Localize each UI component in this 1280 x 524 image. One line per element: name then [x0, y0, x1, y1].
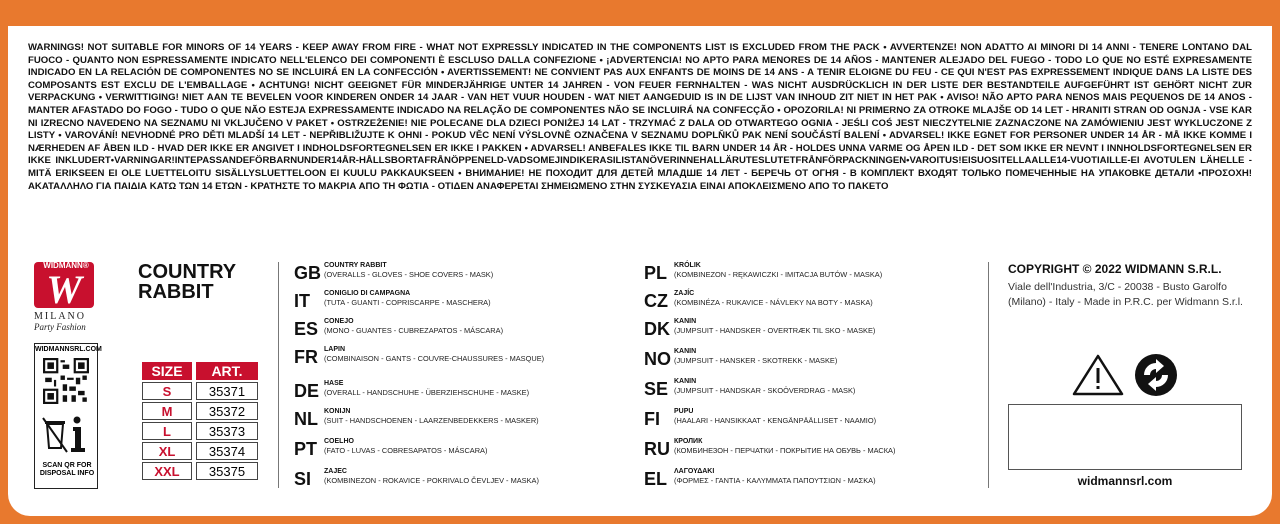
- qr-disposal-box: [34, 343, 102, 489]
- product-title: COUNTRY RABBIT: [138, 261, 237, 303]
- widmann-logo: W WIDMANN® MILANO Party Fashion: [34, 262, 98, 332]
- table-row: M 35372: [142, 402, 258, 420]
- size-header: SIZE: [142, 362, 192, 380]
- copyright-block: [1008, 262, 1248, 310]
- disposal-info-icon: [41, 414, 91, 456]
- table-row: L 35373: [142, 422, 258, 440]
- divider: [988, 262, 989, 488]
- table-row: XXL 35375: [142, 462, 258, 480]
- logo-brand: WIDMANN®: [43, 261, 89, 270]
- green-dot-recycling-icon: [1135, 354, 1177, 396]
- safety-symbols: [1070, 352, 1210, 398]
- size-table: [138, 360, 262, 482]
- table-row: S 35371: [142, 382, 258, 400]
- table-row: XL 35374: [142, 442, 258, 460]
- divider: [278, 262, 279, 488]
- website-label: widmannsrl.com: [1077, 474, 1173, 488]
- product-label: WARNINGS! NOT SUITABLE FOR MINORS OF 14 YEARS - KEEP AWAY FROM FIRE - WHAT NOT EXPRESSLY INDICATED IN THE COMPONENTS LIST IS EXCLUDED FROM THE PACK • AVVERTENZE! NON ADATTO AI MINORI DI 14 ANNI - TENERE LONTANO DAL FUOCO - QUANTO NON ESPRESSAMENTE INDICATO NELL'ELENCO DEI COMPONENTI È ESCLUSO DALLA CONFEZIONE • ¡ADVERTENCIA! NO APTO PARA MENORES DE 14 AÑOS - MANTENER ALEJADO DEL FUEGO - TODO LO QUE NO ESTÉ EXPRESAMENTE INDICADO EN LA RELACIÓN DE COMPONENTES NO SE INCLUIRÁ EN LA CONFECCIÓN • AVERTISSEMENT! NE CONVIENT PAS AUX ENFANTS DE MOINS DE 14 ANS - A TENIR ELOIGNE DU FEU - CE QUI N'EST PAS EXPRESSEMENT INDIQUE DANS LA LISTE DES COMPOSANTS EST EXCLU DE L'EMBALLAGE • ACHTUNG! NICHT GEEIGNET FÜR MINDERJÄHRIGE UNTER 14 JAHREN - VON FEUER FERNHALTEN - WAS NICHT AUSDRÜCKLICH IN DER LISTE DER BESTANDTEILE AUFGEFÜHRT IST GEHÖRT NICHT ZUR VERPACKUNG • VERWITTIGING! NIET AAN TE BEVELEN VOOR KINDEREN ONDER 14 JAAR - VAN HET VUUR HOUDEN - WAT NIET AANGEDUID IS IN DE LIJST VAN INHOUD ZIT NIET IN HET PAK • AVISO! NÃO APTO PARA NENOS MAIS PEQUENOS DE 14 ANOS - MANTER AFASTADO DO FOGO - TUDO O QUE NÃO ESTEJA EXPRESSAMENTE INDICADO NA RELAÇÃO DE COMPONENTES NÃO SE INCLUIRÁ NA CONFECÇÃO • OPOZORILA! NI PRIMERNO ZA OTROKE MLAJŠE OD 14 LET - HRANITI STRAN OD OGNJA - VSE KAR NI IZRECNO NAVEDENO NA SEZNAMU NI VKLJUČENO V PAKET • OSTRZEŻENIE! NIE POLECANE DLA DZIECI PONIŻEJ 14 LAT - TRZYMAĆ Z DALA OD OTWARTEGO OGNIA - JEŚLI COŚ JEST NIECZYTELNIE ZAZNACZONE NA ZAMÓWIENIU JEST WYKLUCZONE Z LISTY • VAROVÁNÍ! NEVHODNÉ PRO DĚTI MLADŠÍ 14 LET - NEPŘIBLIŽUJTE K OHNI - POKUD VĚC NENÍ VÝSLOVNĚ OZNAČENA V SEZNAMU DOPLŇKŮ PAK NENÍ SOUČÁSTÍ BALENÍ • ADVARSEL! IKKE EGNET FOR PERSONER UNDER 14 ÅR - MÅ IKKE KOMME I NÆRHEDEN AF ÅBEN ILD - HVAD DER IKKE ER ANGIVET I INDHOLDSFORTEGNELSEN ER IKKE I PAKKEN • ADVARSEL! ANBEFALES IKKE TIL BARN UNDER 14 ÅR - HOLDES UNNA VARME OG ÅPEN ILD - DET SOM IKKE ER NEVNT I INNHOLDSFORTEGNELSEN ER IKKE INKLUDERT•VARNINGAR!INTEPASSANDEFÖRBARNUNDER14ÅR-HÅLLSBORTAFRÅNÖPPENELD-VADSOMEJINDIKERASILISTANÖVERINNEHALLÄRUTESLUTETFRÅNFÖRPACKNINGEN•VAROITUS!EISUOSITELLAALLE14-VUOTIAILLE-EI AVOTULEN LÄHELLE - MITÄ ERIKSEEN EI OLE LUETTELOITU SISÄLLYSLUETTELOON EI KUULU PAKKAUKSEEN • ВНИМАНИЕ! НЕ ПОХОДИТ ДЛЯ ДЕТЕЙ МЛАДШЕ 14 ЛЕТ - БЕРЕЧЬ ОТ ОГНЯ - В КОМПЛЕКТ ВХОДЯТ ТОЛЬКО ПОМЕЧЕННЫЕ НА УПАКОВКЕ ДЕТАЛИ •ΠΡΟΣΟΧΗ! ΑΚΑΤΑΛΛΗΛΟ ΓΙΑ ΠΑΙΔΙΑ ΚΑΤΩ ΤΩΝ 14 ΕΤΩΝ - ΚΡΑΤΗΣΤΕ ΤΟ ΜΑΚΡΙΑ ΑΠΟ ΤΗ ΦΩΤΙΑ - ΟΤΙΔΕΝ ΑΝΑΦΕΡΕΤΑΙ ΣΗΜΕΙΩΜΕΝΟ ΣΤΗΝ ΣΥΣΚΕΥΑΣΙΑ ΕΙΝΑΙ ΑΠΟΚΛΕΙΣΜΕΝΟ ΑΠΟ ΤΟ ΠΑΚΕΤΟ W WIDMANN® MILANO Party Fashion WIDMANNSRL.COM SCAN QR FOR DISPOSAL INFO COUNTRY RABBIT SIZE ART. S 35371 M 35372 L 35373 XL 35374 XXL 35375 GB COUNTRY RABBIT (OVERALLS - GLOVES - SHOE COVERS - MASK) IT CONIGLIO DI CAMPAGNA (TUTA - GUANTI - COPRISCARPE - MASCHERA) ES CONEJO (MONO - GUANTES - CUBREZAPATOS - MÁSCARA) FR LAPIN (COMBINAISON - GANTS - COUVRE-CHAUSSURES - MASQUE) DE HASE (OVERALL - HANDSCHUHE - ÜBERZIEHSCHUHE - MASKE) NL KONIJN (SUIT - HANDSCHOENEN - LAARZENBEDEKKERS - MASKER) PT COELHO (FATO - LUVAS - COBRESAPATOS - MÁSCARA) SI ZAJEC (KOMBINEZON - ROKAVICE - POKRIVALO ČEVLJEV - MASKA) PL KRÓLIK (KOMBINEZON - RĘKAWICZKI - IMITACJA BUTÓW - MASKA) CZ ZAJÍC (KOMBINÉZA - RUKAVICE - NÁVLEKY NA BOTY - MASKA) DK KANIN (JUMPSUIT - HANDSKER - OVERTRÆK TIL SKO - MASKE) NO KANIN (JUMPSUIT - HANSKER - SKOTREKK - MASKE) SE KANIN (JUMPSUIT - HANDSKAR - SKOÖVERDRAG - MASK) FI PUPU (HAALARI - HANSIKKAAT - KENGÄNPÄÄLLISET - NAAMIO) RU КРОЛИК (КОМБИНЕЗОН - ПЕРЧАТКИ - ПОКРЫТИЕ НА ОБУВЬ - МАСКА) EL ΛΑΓΟΥΔΑΚΙ (ΦΟΡΜΕΣ - ΓΑΝΤΙΑ - ΚΑΛΥΜΜΑΤΑ ΠΑΠΟΥΤΣΙΩΝ - ΜΑΣΚΑ) COPYRIGHT © 2022 WIDMANN S.R.L. Viale dell'Industria, 3/C - 20038 - Busto Garolfo (Milano) - Italy - Made in P.R.C. per Widmann S.r.l. widmannsrl.com: [0, 0, 1280, 524]
- address-line: Viale dell'Industria, 3/C - 20038 - Busto Garolfo: [1008, 281, 1227, 293]
- warning-triangle-icon: [1074, 356, 1122, 394]
- qr-code-icon: [43, 358, 89, 404]
- scan-qr-label: SCAN QR FOR DISPOSAL INFO: [39, 462, 95, 477]
- art-header: ART.: [196, 362, 258, 380]
- address-line: (Milano) - Italy - Made in P.R.C. per Widmann S.r.l.: [1008, 296, 1243, 308]
- logo-city: MILANO: [34, 311, 86, 322]
- blank-info-box: [1008, 404, 1242, 470]
- qr-site-label: WIDMANNSRL.COM: [35, 346, 102, 353]
- logo-tagline: Party Fashion: [34, 322, 86, 332]
- copyright-heading: COPYRIGHT © 2022 WIDMANN S.R.L.: [1008, 262, 1222, 276]
- warnings-text: WARNINGS! NOT SUITABLE FOR MINORS OF 14 YEARS - KEEP AWAY FROM FIRE - WHAT NOT EXPRESSLY INDICATED IN THE COMPONENTS LIST IS EXCLUDED FROM THE PACK • AVVERTENZE! NON ADATTO AI MINORI DI 14 ANNI - TENERE LONTANO DAL FUOCO - QUANTO NON ESPRESSAMENTE INDICATO NELL'ELENCO DEI COMPONENTI È ESCLUSO DALLA CONFEZIONE • ¡ADVERTENCIA! NO APTO PARA MENORES DE 14 AÑOS - MANTENER ALEJADO DEL FUEGO - TODO LO QUE NO ESTÉ EXPRESAMENTE INDICADO EN LA RELACIÓN DE COMPONENTES NO SE INCLUIRÁ EN LA CONFECCIÓN • AVERTISSEMENT! NE CONVIENT PAS AUX ENFANTS DE MOINS DE 14 ANS - A TENIR ELOIGNE DU FEU - CE QUI N'EST PAS EXPRESSEMENT INDIQUE DANS LA LISTE DES COMPOSANTS EST EXCLU DE L'EMBALLAGE • ACHTUNG! NICHT GEEIGNET FÜR MINDERJÄHRIGE UNTER 14 JAHREN - VON FEUER FERNHALTEN - WAS NICHT AUSDRÜCKLICH IN DER LISTE DER BESTANDTEILE AUFGEFÜHRT IST GEHÖRT NICHT ZUR VERPACKUNG • VERWITTIGING! NIET AAN TE BEVELEN VOOR KINDEREN ONDER 14 JAAR - VAN HET VUUR HOUDEN - WAT NIET AANGEDUID IS IN DE LIJST VAN INHOUD ZIT NIET IN HET PAK • AVISO! NÃO APTO PARA NENOS MAIS PEQUENOS DE 14 ANOS - MANTER AFASTADO DO FOGO - TUDO O QUE NÃO ESTEJA EXPRESSAMENTE INDICADO NA RELAÇÃO DE COMPONENTES NÃO SE INCLUIRÁ NA CONFECÇÃO • OPOZORILA! NI PRIMERNO ZA OTROKE MLAJŠE OD 14 LET - HRANITI STRAN OD OGNJA - VSE KAR NI IZRECNO NAVEDENO NA SEZNAMU NI VKLJUČENO V PAKET • OSTRZEŻENIE! NIE POLECANE DLA DZIECI PONIŻEJ 14 LAT - TRZYMAĆ Z DALA OD OTWARTEGO OGNIA - JEŚLI COŚ JEST NIECZYTELNIE ZAZNACZONE NA ZAMÓWIENIU JEST WYKLUCZONE Z LISTY • VAROVÁNÍ! NEVHODNÉ PRO DĚTI MLADŠÍ 14 LET - NEPŘIBLIŽUJTE K OHNI - POKUD VĚC NENÍ VÝSLOVNĚ OZNAČENA V SEZNAMU DOPLŇKŮ PAK NENÍ SOUČÁSTÍ BALENÍ • ADVARSEL! IKKE EGNET FOR PERSONER UNDER 14 ÅR - MÅ IKKE KOMME I NÆRHEDEN AF ÅBEN ILD - HVAD DER IKKE ER ANGIVET I INDHOLDSFORTEGNELSEN ER IKKE I PAKKEN • ADVARSEL! ANBEFALES IKKE TIL BARN UNDER 14 ÅR - HOLDES UNNA VARME OG ÅPEN ILD - DET SOM IKKE ER NEVNT I INNHOLDSFORTEGNELSEN ER IKKE INKLUDERT•VARNINGAR!INTEPASSANDEFÖRBARNUNDER14ÅR-HÅLLSBORTAFRÅNÖPPENELD-VADSOMEJINDIKERASILISTANÖVERINNEHALLÄRUTESLUTETFRÅNFÖRPACKNINGEN•VAROITUS!EISUOSITELLAALLE14-VUOTIAILLE-EI AVOTULEN LÄHELLE - MITÄ ERIKSEEN EI OLE LUETTELOITU SISÄLLYSLUETTELOON EI KUULU PAKKAUKSEEN • ВНИМАНИЕ! НЕ ПОХОДИТ ДЛЯ ДЕТЕЙ МЛАДШЕ 14 ЛЕТ - БЕРЕЧЬ ОТ ОГНЯ - В КОМПЛЕКТ ВХОДЯТ ТОЛЬКО ПОМЕЧЕННЫЕ НА УПАКОВКЕ ДЕТАЛИ •ΠΡΟΣΟΧΗ! ΑΚΑΤΑΛΛΗΛΟ ΓΙΑ ΠΑΙΔΙΑ ΚΑΤΩ ΤΩΝ 14 ΕΤΩΝ - ΚΡΑΤΗΣΤΕ ΤΟ ΜΑΚΡΙΑ ΑΠΟ ΤΗ ΦΩΤΙΑ - ΟΤΙΔΕΝ ΑΝΑΦΕΡΕΤΑΙ ΣΗΜΕΙΩΜΕΝΟ ΣΤΗΝ ΣΥΣΚΕΥΑΣΙΑ ΕΙΝΑΙ ΑΠΟΚΛΕΙΣΜΕΝΟ ΑΠΟ ΤΟ ΠΑΚΕΤΟ: [28, 42, 1252, 192]
